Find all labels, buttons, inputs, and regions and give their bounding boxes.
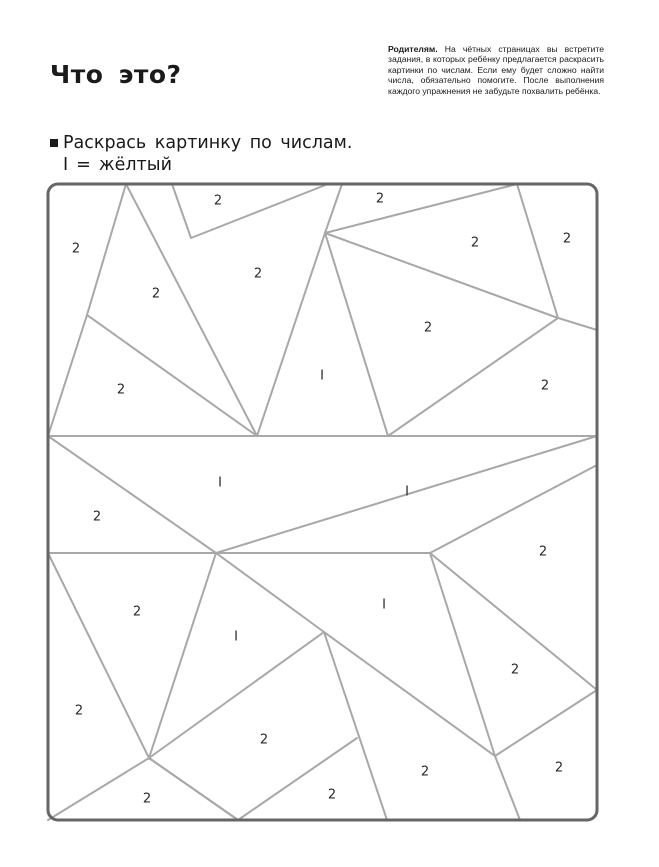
picture-frame [48, 184, 597, 820]
region-label-r12: I [218, 475, 222, 491]
region-label-r10: 2 [423, 320, 433, 336]
region-label-r21: 2 [259, 732, 269, 748]
region-label-r17: I [234, 629, 238, 645]
region-labels [72, 192, 571, 807]
region-label-r7: I [320, 368, 324, 384]
legend-color-name: жёлтый [98, 155, 172, 175]
region-label-r16: 2 [132, 604, 142, 620]
region-label-r9: 2 [116, 382, 126, 398]
legend-symbol: I [63, 155, 69, 175]
region-label-r20: 2 [74, 703, 84, 719]
region-label-r25: 2 [327, 787, 337, 803]
region-label-r13: I [405, 484, 409, 500]
region-label-r1: 2 [71, 241, 81, 257]
region-label-r14: 2 [92, 509, 102, 525]
region-label-r6: 2 [470, 235, 480, 251]
region-label-r18: I [382, 597, 386, 613]
region-label-r8: 2 [562, 231, 572, 247]
region-label-r15: 2 [538, 544, 548, 560]
legend-equals: = [76, 155, 91, 175]
region-lines [48, 184, 597, 820]
parents-note-text: На чётных страницах вы встретите задания, в которых ребёнку предлагается раскрасить картинки по числам. Если ему будет сложно найти числа, обязательно помогите. После выполнения каждого упражнения не забудьте похвалить ребёнка. [388, 44, 605, 96]
region-label-r23: 2 [554, 760, 564, 776]
parents-note-lead: Родителям. [388, 44, 438, 54]
region-label-r5: 2 [375, 191, 385, 207]
page-title: Что это? [50, 60, 182, 89]
task-instruction: Раскрась картинку по числам. [63, 133, 353, 153]
region-label-r4: 2 [253, 266, 263, 282]
region-label-r11: 2 [540, 378, 550, 394]
region-label-r24: 2 [142, 791, 152, 807]
region-label-r22: 2 [420, 764, 430, 780]
region-label-r2: 2 [213, 193, 223, 209]
region-label-r3: 2 [151, 286, 161, 302]
region-label-r19: 2 [510, 662, 520, 678]
